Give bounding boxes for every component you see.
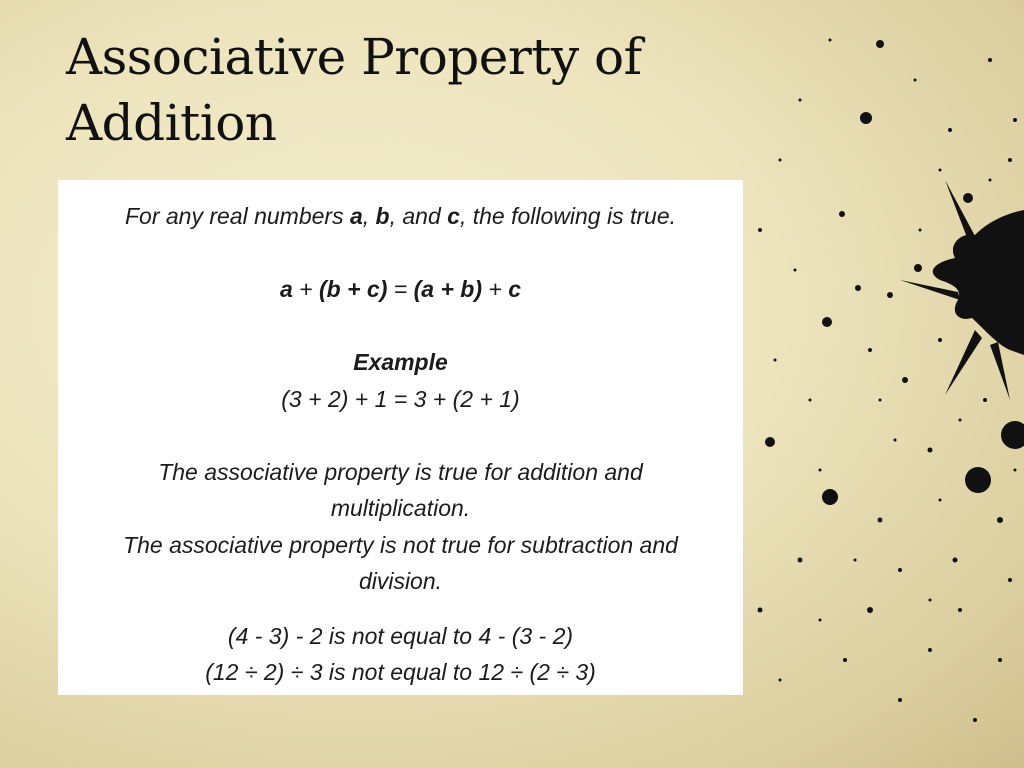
subtraction-counterexample: (4 - 3) - 2 is not equal to 4 - (3 - 2) — [227, 622, 574, 649]
slide-title — [66, 24, 766, 156]
property-formula: a + (b + c) = (a + b) + c — [280, 276, 521, 302]
intro-statement: For any real numbers a, b, and c, the following is true. — [124, 203, 677, 229]
example-equation: (3 + 2) + 1 = 3 + (2 + 1) — [281, 385, 520, 412]
title-line-1: Associative Property of — [66, 28, 642, 86]
example-heading: Example — [353, 349, 448, 375]
true-statement-line-2: multiplication. — [330, 495, 471, 521]
true-statement-line-1: The associative property is true for addition and — [158, 458, 643, 485]
title-line-2: Addition — [66, 94, 277, 152]
division-counterexample: (12 ÷ 2) ÷ 3 is not equal to 12 ÷ (2 ÷ 3) — [205, 659, 596, 685]
false-statement-line-2: division. — [358, 568, 443, 594]
false-statement-line-1: The associative property is not true for subtraction and — [123, 531, 678, 558]
content-card — [58, 180, 743, 695]
